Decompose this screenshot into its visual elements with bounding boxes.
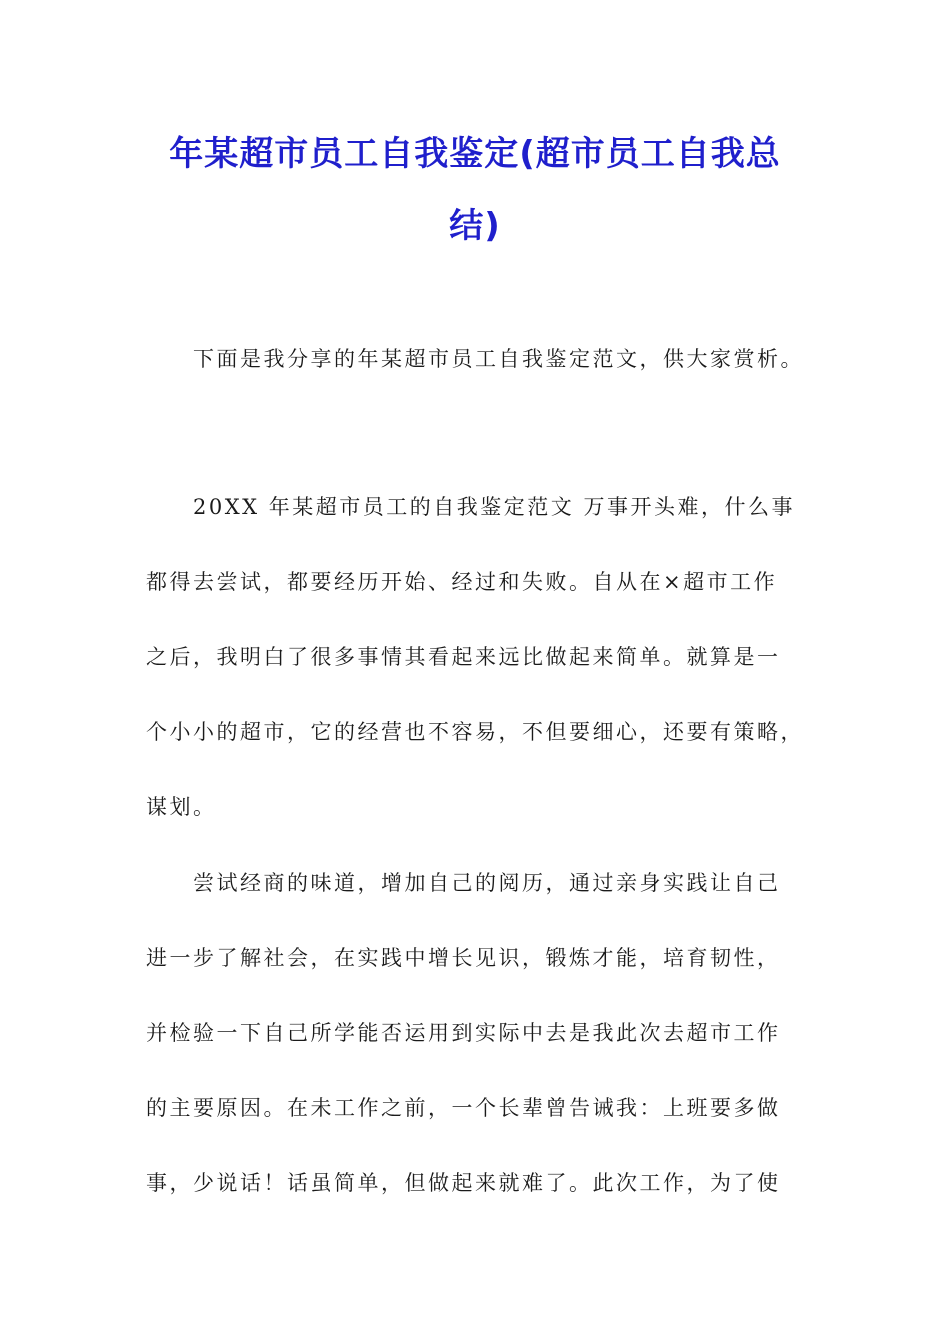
paragraph-line: 进一步了解社会，在实践中增长见识，锻炼才能，培育韧性， xyxy=(146,946,781,970)
paragraph-line: 并检验一下自己所学能否运用到实际中去是我此次去超市工作 xyxy=(146,1021,781,1045)
intro-paragraph xyxy=(146,322,818,397)
paragraph-line: 都得去尝试，都要经历开始、经过和失败。自从在×超市工作 xyxy=(146,570,778,594)
paragraph-line: 事，少说话！话虽简单，但做起来就难了。此次工作，为了使 xyxy=(146,1171,781,1195)
paragraph-line: 谋划。 xyxy=(146,795,217,819)
paragraph-line: 个小小的超市，它的经营也不容易，不但要细心，还要有策略， xyxy=(146,720,804,744)
body-paragraph-1 xyxy=(146,470,818,845)
paragraph-line: 的主要原因。在未工作之前，一个长辈曾告诫我：上班要多做 xyxy=(146,1096,781,1120)
paragraph-line-text: 20XX 年某超市员工的自我鉴定范文 万事开头难，什么事 xyxy=(193,495,795,519)
intro-line xyxy=(146,322,818,397)
paragraph-line: 之后，我明白了很多事情其看起来远比做起来简单。就算是一 xyxy=(146,645,781,669)
title-line-2: 结) xyxy=(449,206,501,246)
title-line-1: 年某超市员工自我鉴定(超市员工自我总 xyxy=(169,134,781,174)
paragraph-line xyxy=(146,470,818,545)
paragraph-line-text: 尝试经商的味道，增加自己的阅历，通过亲身实践让自己 xyxy=(193,871,781,895)
document-title xyxy=(140,118,810,262)
body-paragraph-2 xyxy=(146,846,818,1221)
paragraph-line xyxy=(146,846,818,921)
intro-text: 下面是我分享的年某超市员工自我鉴定范文，供大家赏析。 xyxy=(193,347,804,371)
